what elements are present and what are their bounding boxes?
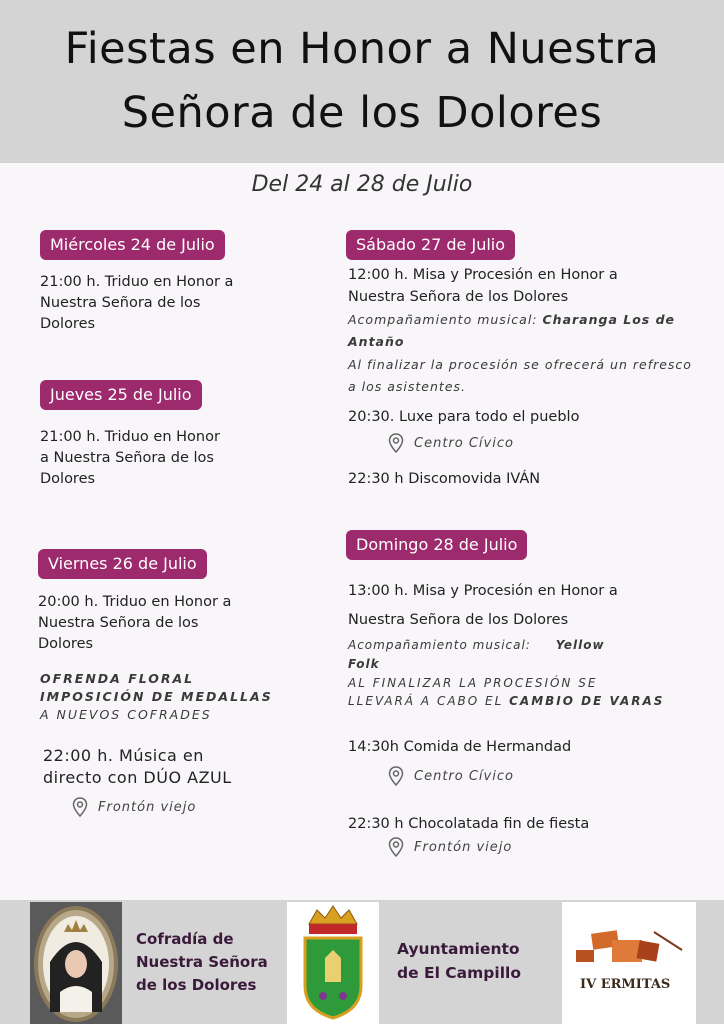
sun-acomp-band-1: Yellow [555,638,605,652]
wed-text-2: Nuestra Señora de los [40,295,201,311]
day-label-wednesday: Miércoles 24 de Julio [40,230,225,260]
sun-text-2: Nuestra Señora de los Dolores [348,612,569,628]
sun-final-1: AL FINALIZAR LA PROCESIÓN SE [348,676,598,690]
thu-text-3: Dolores [40,471,96,487]
sun-acomp-1 [348,635,605,656]
sat-event-2: 20:30. Luxe para todo el pueblo [348,409,580,425]
sun-location-2-label: Frontón viejo [414,839,513,855]
cofradia-line-2: Nuestra Señora [136,953,268,971]
virgin-portrait-icon [30,902,122,1024]
day-label-sunday: Domingo 28 de Julio [346,530,527,560]
sun-final-2-prefix: LLEVARÁ A CABO EL [348,694,504,708]
cofradia-line-1: Cofradía de [136,930,234,948]
ermitas-logo-text: IV ERMITAS [580,977,671,992]
sat-acomp-prefix: Acompañamiento musical: [348,312,538,327]
fri-music-1: 22:00 h. Música en [43,746,204,765]
ayuntamiento-line-2: de El Campillo [397,964,521,982]
virgin-image [30,902,122,1024]
day-label-thursday: Jueves 25 de Julio [40,380,202,410]
sun-text-1: 13:00 h. Misa y Procesión en Honor a [348,583,618,599]
location-pin-icon [388,433,404,453]
fri-music-2: directo con DÚO AZUL [43,768,232,787]
sun-acomp-band-2: Folk [348,657,380,671]
fri-text-3: Dolores [38,636,94,652]
sat-acomp-band-1: Charanga Los de [542,312,676,327]
sun-event-2: 14:30h Comida de Hermandad [348,739,572,755]
sat-text-2: Nuestra Señora de los Dolores [348,289,569,305]
sat-text-1: 12:00 h. Misa y Procesión en Honor a [348,267,618,283]
sat-acomp-band-2: Antaño [348,334,405,349]
coat-of-arms-icon [287,902,379,1024]
sat-refresco-1: Al finalizar la procesión se ofrecerá un refresco [348,357,692,372]
ayuntamiento-line-1: Ayuntamiento [397,940,520,958]
date-range: Del 24 al 28 de Julio [251,172,473,197]
cofradia-line-3: de los Dolores [136,976,257,994]
sun-event-3: 22:30 h Chocolatada fin de fiesta [348,816,590,832]
coat-of-arms [287,902,379,1024]
sun-acomp-prefix: Acompañamiento musical: [348,638,531,652]
sun-location-2 [388,837,512,857]
sun-final-2-bold: CAMBIO DE VARAS [509,694,665,708]
ermitas-logo-icon [562,902,696,1024]
ermitas-logo [562,902,696,1024]
sat-event-3: 22:30 h Discomovida IVÁN [348,471,541,487]
thu-text-2: a Nuestra Señora de los [40,450,214,466]
sat-location [388,433,514,453]
header-banner [0,0,724,163]
wed-text-3: Dolores [40,316,96,332]
sat-acomp-1 [348,309,675,330]
day-label-saturday: Sábado 27 de Julio [346,230,515,260]
thu-text-1: 21:00 h. Triduo en Honor [40,429,220,445]
fri-location [72,797,196,817]
fri-location-label: Frontón viejo [98,799,197,815]
title-line-2: Señora de los Dolores [121,88,603,138]
fri-ofrenda-2: IMPOSICIÓN DE MEDALLAS [40,689,273,704]
fri-ofrenda-3: A NUEVOS COFRADES [40,707,212,722]
fri-ofrenda-1: OFRENDA FLORAL [40,671,195,686]
sun-final-2 [348,692,664,710]
sun-location-1 [388,766,514,786]
sat-refresco-2: a los asistentes. [348,379,466,394]
title-line-1: Fiestas en Honor a Nuestra [64,24,660,74]
sun-location-1-label: Centro Cívico [414,768,514,784]
location-pin-icon [388,766,404,786]
location-pin-icon [388,837,404,857]
fri-text-1: 20:00 h. Triduo en Honor a [38,594,232,610]
location-pin-icon [72,797,88,817]
fri-text-2: Nuestra Señora de los [38,615,199,631]
day-label-friday: Viernes 26 de Julio [38,549,207,579]
sat-location-label: Centro Cívico [414,435,514,451]
footer-banner [0,900,724,1024]
wed-text-1: 21:00 h. Triduo en Honor a [40,274,234,290]
